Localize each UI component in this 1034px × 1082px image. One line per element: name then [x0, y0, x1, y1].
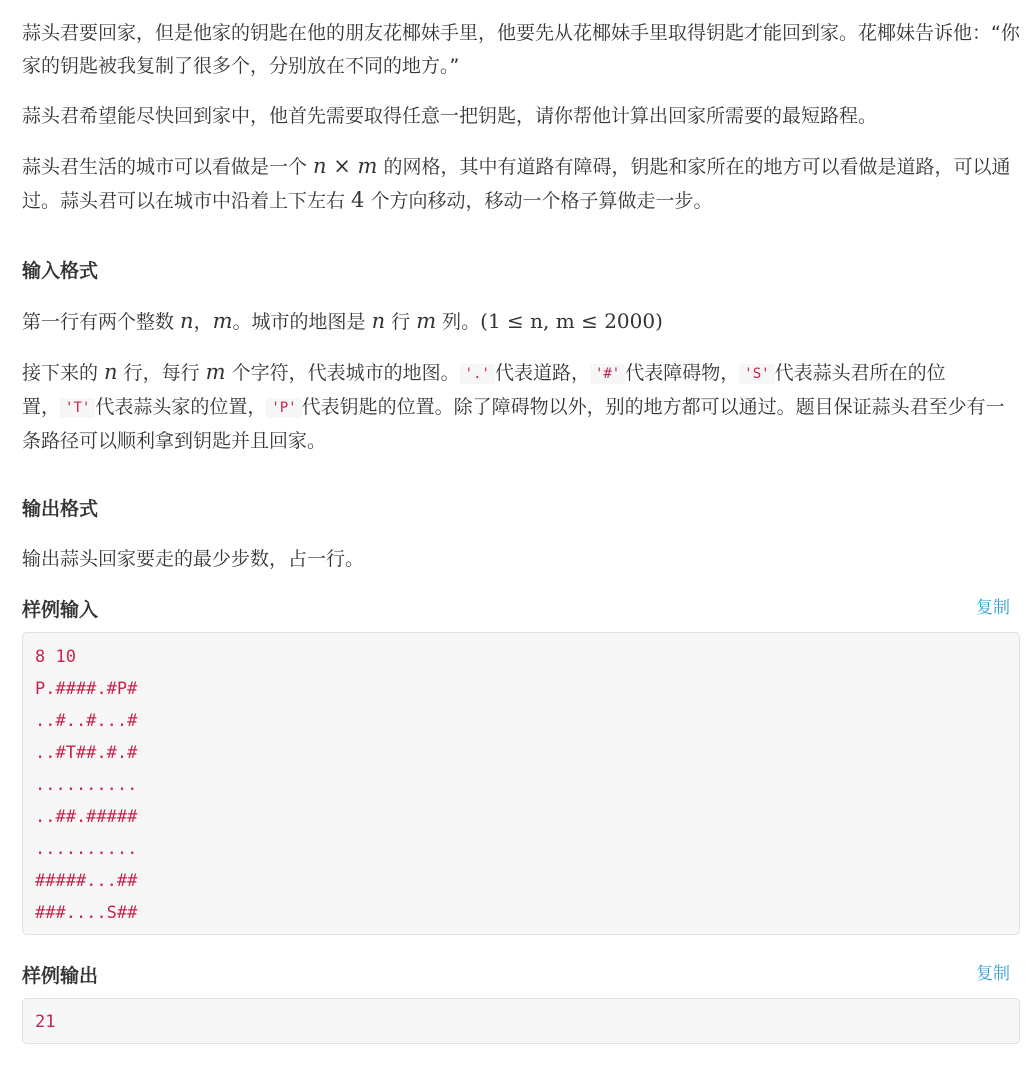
description-paragraph-2 [22, 100, 1022, 133]
code-line: .......... [35, 839, 138, 859]
description-paragraph-3 [22, 150, 1022, 218]
description-text: 蒜头君生活的城市可以看做是一个 [22, 156, 314, 178]
input-format-text: 代表障碍物， [625, 362, 740, 384]
direction-count: 4 [351, 188, 365, 212]
var-m: m [205, 360, 226, 384]
sample-input-title: 样例输入 [22, 599, 99, 621]
description-text: 蒜头君要回家，但是他家的钥匙在他的朋友花椰妹手里，他要先从花椰妹手里取得钥匙才能回到家。花椰妹告诉他：“你家的钥匙被我复制了很多个，分别放在不同的地方。” [22, 22, 1020, 77]
code-line: ###....S## [35, 903, 138, 923]
input-format-text: 代表蒜头家的位置， [95, 396, 267, 418]
code-line: 21 [35, 1012, 56, 1032]
input-format-paragraph-2 [22, 356, 1022, 458]
code-line: .......... [35, 775, 138, 795]
description-text: 个方向移动，移动一个格子算做走一步。 [364, 190, 713, 212]
description-text: 蒜头君希望能尽快回到家中，他首先需要取得任意一把钥匙，请你帮他计算出回家所需要的最短路程。 [22, 105, 878, 127]
sample-output-box [22, 998, 1020, 1044]
input-format-text: 第一行有两个整数 [22, 311, 181, 333]
code-line: ..##.##### [35, 807, 138, 827]
copy-sample-output-button[interactable]: 复制 [976, 964, 1010, 984]
sample-output-title: 样例输出 [22, 965, 99, 987]
s-code: 'S' [739, 364, 774, 384]
code-line: ..#T##.#.# [35, 743, 138, 763]
var-n: n [104, 360, 118, 384]
hash-code: '#' [590, 364, 625, 384]
var-m: m [212, 309, 233, 333]
code-line: 8 10 [35, 647, 76, 667]
constraint-formula: (1 ≤ n, m ≤ 2000) [480, 309, 663, 333]
dot-code: '.' [460, 364, 495, 384]
input-format-text: 代表道路， [494, 362, 590, 384]
sample-input-box [22, 632, 1020, 935]
var-n: n [180, 309, 194, 333]
grid-size-formula: n × m [313, 154, 378, 178]
input-format-text: 代表蒜头君所在的位置， [22, 362, 946, 418]
copy-sample-input-button[interactable]: 复制 [976, 598, 1010, 618]
code-line: ..#..#...# [35, 711, 138, 731]
description-text: 的网格，其中有道路有障碍，钥匙和家所在的地方可以看做是道路，可以通过。蒜头君可以在城市中沿着上下左右 [22, 156, 1011, 212]
output-format-text: 输出蒜头回家要走的最少步数，占一行。 [22, 548, 365, 570]
var-n: n [371, 309, 386, 333]
input-format-text: 。城市的地图是 [232, 311, 372, 333]
input-format-text: 接下来的 [22, 362, 105, 384]
code-line: P.####.#P# [35, 679, 138, 699]
input-format-text: 行，每行 [117, 362, 206, 384]
input-format-text: 列。 [436, 311, 481, 333]
input-format-text: 个字符，代表城市的地图。 [225, 362, 460, 384]
input-format-text: ， [193, 311, 213, 333]
code-line: #####...## [35, 871, 138, 891]
t-code: 'T' [60, 398, 95, 418]
var-m: m [416, 309, 437, 333]
p-code: 'P' [266, 398, 301, 418]
output-format-paragraph [22, 543, 1022, 576]
input-format-text: 代表钥匙的位置。除了障碍物以外，别的地方都可以通过。题目保证蒜头君至少有一条路径可以顺利拿到钥匙并且回家。 [22, 396, 1005, 452]
input-format-text: 行 [385, 311, 417, 333]
input-format-title: 输入格式 [22, 260, 99, 282]
output-format-title: 输出格式 [22, 498, 99, 520]
input-format-paragraph-1 [22, 305, 1022, 339]
description-paragraph-1 [22, 17, 1022, 83]
